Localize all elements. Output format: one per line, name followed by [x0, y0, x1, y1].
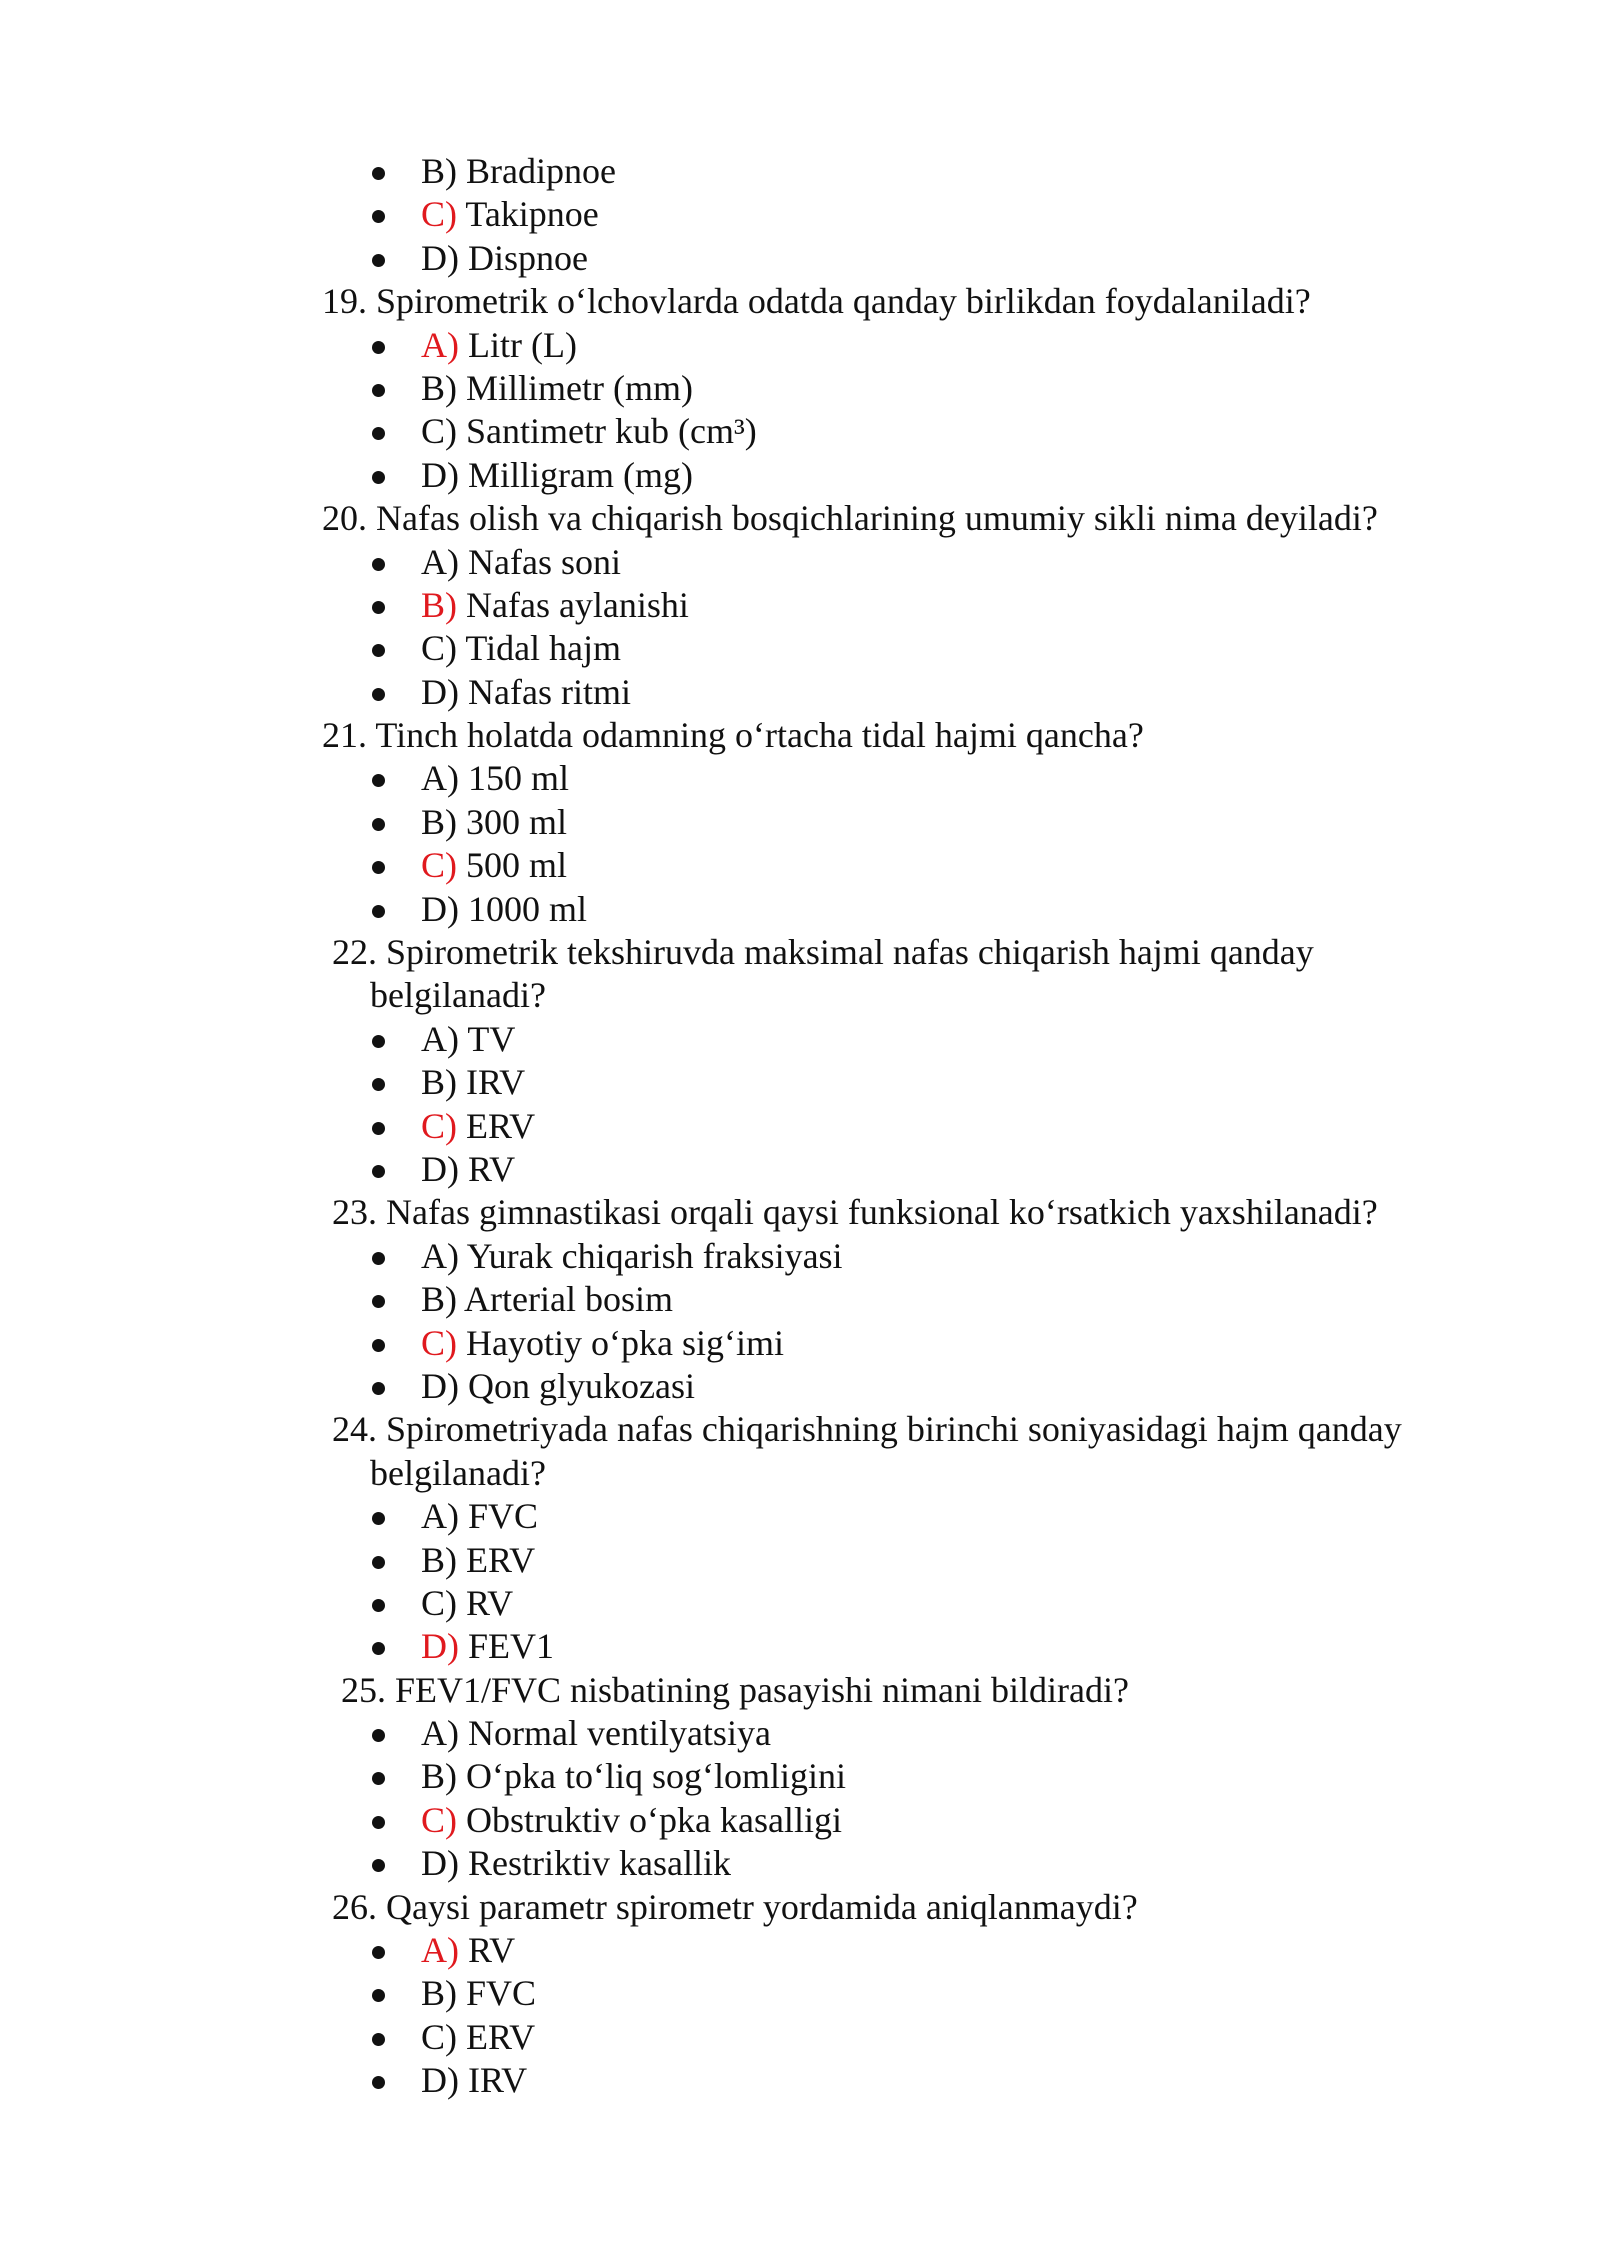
answer-option [0, 888, 1600, 931]
answer-option [0, 150, 1600, 193]
option-text: Nafas aylanishi [457, 584, 689, 625]
answer-option [0, 1148, 1600, 1191]
option-text: Restriktiv kasallik [459, 1843, 731, 1884]
bullet-icon [372, 1729, 385, 1742]
option-text: Obstruktiv o‘pka kasalligi [457, 1799, 842, 1840]
answer-option-correct [0, 1625, 1600, 1668]
answer-option [0, 757, 1600, 800]
option-text: Milligram (mg) [459, 454, 693, 495]
answer-option [0, 671, 1600, 714]
answer-option [0, 1972, 1600, 2015]
question-text: 24. Spirometriyada nafas chiqarishning birinchi soniyasidagi hajm qanday [332, 1409, 1402, 1450]
option-letter: B) [421, 1279, 457, 1320]
answer-option-correct [0, 584, 1600, 627]
answer-option [0, 1582, 1600, 1625]
option-text: Litr (L) [459, 324, 577, 365]
option-letter: D) [421, 454, 459, 495]
answer-option [0, 1365, 1600, 1408]
answer-option [0, 1018, 1600, 1061]
bullet-icon [372, 1035, 385, 1048]
bullet-icon [372, 2033, 385, 2046]
bullet-icon [372, 818, 385, 831]
option-text: RV [457, 1582, 514, 1623]
option-text: ERV [457, 1539, 536, 1580]
bullet-icon [372, 1295, 385, 1308]
option-letter: C) [421, 2016, 457, 2057]
option-text: Normal ventilyatsiya [459, 1713, 771, 1754]
option-text: 150 ml [459, 758, 570, 799]
option-letter: D) [421, 888, 459, 929]
bullet-icon [372, 1382, 385, 1395]
option-text: O‘pka to‘liq sog‘lomligini [457, 1756, 846, 1797]
option-letter: D) [421, 1148, 459, 1189]
question-text: 23. Nafas gimnastikasi orqali qaysi funksional ko‘rsatkich yaxshilanadi? [332, 1192, 1378, 1233]
option-text: Tidal hajm [457, 628, 622, 669]
option-letter: A) [421, 1235, 459, 1276]
option-letter: A) [421, 1930, 459, 1971]
bullet-icon [372, 774, 385, 787]
option-letter: B) [421, 584, 457, 625]
option-letter: D) [421, 237, 459, 278]
answer-option [0, 801, 1600, 844]
option-letter: D) [421, 2060, 459, 2101]
bullet-icon [372, 427, 385, 440]
option-text: FVC [459, 1496, 539, 1537]
answer-option [0, 541, 1600, 584]
answer-option-correct [0, 1322, 1600, 1365]
bullet-icon [372, 1122, 385, 1135]
document-page [0, 150, 1600, 2103]
answer-option [0, 454, 1600, 497]
bullet-icon [372, 384, 385, 397]
option-letter: A) [421, 541, 459, 582]
bullet-icon [372, 905, 385, 918]
option-text: Santimetr kub (cm³) [457, 411, 757, 452]
bullet-icon [372, 167, 385, 180]
bullet-icon [372, 1339, 385, 1352]
bullet-icon [372, 471, 385, 484]
question-text: 20. Nafas olish va chiqarish bosqichlarining umumiy sikli nima deyiladi? [322, 498, 1378, 539]
question-text: 25. FEV1/FVC nisbatining pasayishi nimani bildiradi? [341, 1669, 1129, 1710]
answer-option-correct [0, 193, 1600, 236]
option-letter: B) [421, 1756, 457, 1797]
bullet-icon [372, 1252, 385, 1265]
answer-option [0, 1235, 1600, 1278]
answer-option [0, 1842, 1600, 1885]
answer-option [0, 1712, 1600, 1755]
option-letter: C) [421, 845, 457, 886]
option-letter: B) [421, 151, 457, 191]
option-letter: A) [421, 324, 459, 365]
answer-option [0, 1495, 1600, 1538]
option-letter: C) [421, 628, 457, 669]
question-text: 21. Tinch holatda odamning o‘rtacha tidal hajmi qancha? [322, 715, 1144, 756]
answer-option [0, 1061, 1600, 1104]
option-text: ERV [457, 2016, 536, 2057]
option-letter: C) [421, 1322, 457, 1363]
question-text: 19. Spirometrik o‘lchovlarda odatda qanday birlikdan foydalaniladi? [322, 281, 1311, 322]
option-text: FEV1 [459, 1626, 555, 1667]
option-text: IRV [457, 1062, 526, 1103]
option-text: Arterial bosim [457, 1279, 673, 1320]
option-letter: C) [421, 194, 457, 235]
question-text: 26. Qaysi parametr spirometr yordamida aniqlanmaydi? [332, 1886, 1138, 1927]
option-letter: D) [421, 671, 459, 712]
option-text: RV [459, 1148, 516, 1189]
option-letter: C) [421, 1105, 457, 1146]
bullet-icon [372, 688, 385, 701]
answer-option [0, 2016, 1600, 2059]
option-text: IRV [459, 2060, 528, 2101]
option-letter: A) [421, 1496, 459, 1537]
answer-option-correct [0, 844, 1600, 887]
bullet-icon [372, 601, 385, 614]
bullet-icon [372, 1599, 385, 1612]
bullet-icon [372, 341, 385, 354]
option-letter: B) [421, 367, 457, 408]
answer-option-correct [0, 1105, 1600, 1148]
option-letter: C) [421, 1799, 457, 1840]
bullet-icon [372, 1078, 385, 1091]
answer-option [0, 410, 1600, 453]
bullet-icon [372, 1512, 385, 1525]
option-text: 500 ml [457, 845, 568, 886]
question-text-continuation: belgilanadi? [370, 1452, 546, 1493]
bullet-icon [372, 644, 385, 657]
bullet-icon [372, 861, 385, 874]
option-letter: B) [421, 1973, 457, 2014]
option-text: RV [459, 1930, 516, 1971]
option-letter: C) [421, 1582, 457, 1623]
option-text: TV [459, 1018, 516, 1059]
bullet-icon [372, 1642, 385, 1655]
bullet-icon [372, 1772, 385, 1785]
option-text: Dispnoe [459, 237, 588, 278]
bullet-icon [372, 210, 385, 223]
answer-option [0, 1539, 1600, 1582]
option-text: Millimetr (mm) [457, 367, 693, 408]
answer-option-correct [0, 1799, 1600, 1842]
option-letter: B) [421, 1539, 457, 1580]
bullet-icon [372, 1816, 385, 1829]
option-text: 300 ml [457, 801, 568, 842]
option-letter: B) [421, 1062, 457, 1103]
option-text: Qon glyukozasi [459, 1365, 695, 1406]
option-letter: D) [421, 1843, 459, 1884]
option-letter: C) [421, 411, 457, 452]
answer-option [0, 2059, 1600, 2102]
bullet-icon [372, 254, 385, 267]
option-text: Nafas soni [459, 541, 621, 582]
option-letter: A) [421, 758, 459, 799]
answer-option [0, 1755, 1600, 1798]
bullet-icon [372, 1946, 385, 1959]
option-letter: A) [421, 1713, 459, 1754]
option-text: FVC [457, 1973, 537, 2014]
answer-option-correct [0, 1929, 1600, 1972]
answer-option-correct [0, 324, 1600, 367]
option-text: ERV [457, 1105, 536, 1146]
option-text: Bradipnoe [457, 151, 616, 191]
option-text: Nafas ritmi [459, 671, 631, 712]
option-letter: A) [421, 1018, 459, 1059]
answer-option [0, 1278, 1600, 1321]
option-letter: D) [421, 1365, 459, 1406]
bullet-icon [372, 558, 385, 571]
question-text-continuation: belgilanadi? [370, 975, 546, 1016]
bullet-icon [372, 1989, 385, 2002]
option-text: Yurak chiqarish fraksiyasi [459, 1235, 843, 1276]
option-text: Takipnoe [457, 194, 599, 235]
bullet-icon [372, 1556, 385, 1569]
bullet-icon [372, 1165, 385, 1178]
option-letter: D) [421, 1626, 459, 1667]
answer-option [0, 627, 1600, 670]
question-text: 22. Spirometrik tekshiruvda maksimal nafas chiqarish hajmi qanday [332, 932, 1314, 973]
option-text: 1000 ml [459, 888, 588, 929]
answer-option [0, 237, 1600, 280]
answer-option [0, 367, 1600, 410]
option-letter: B) [421, 801, 457, 842]
bullet-icon [372, 1859, 385, 1872]
bullet-icon [372, 2076, 385, 2089]
option-text: Hayotiy o‘pka sig‘imi [457, 1322, 784, 1363]
